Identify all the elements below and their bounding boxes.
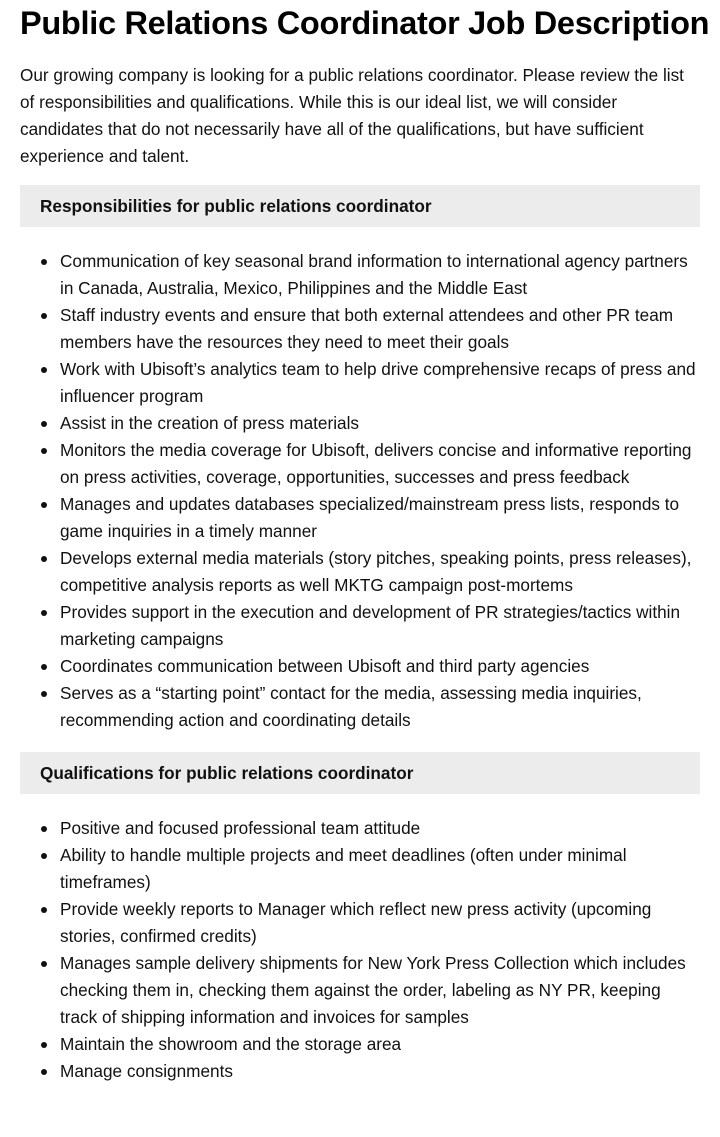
list-item-text: Provide weekly reports to Manager which reflect new press activity (upcoming stories, confirmed credits)	[60, 899, 652, 946]
bullet-icon	[41, 664, 47, 670]
list-item-text: Work with Ubisoft’s analytics team to help drive comprehensive recaps of press and influencer program	[60, 359, 696, 406]
list-item-text: Maintain the showroom and the storage area	[60, 1034, 402, 1054]
list-item	[20, 302, 700, 356]
list-item	[20, 1058, 700, 1085]
list-item	[20, 356, 700, 410]
bullet-icon	[41, 826, 47, 832]
bullet-icon	[41, 502, 47, 508]
bullet-icon	[41, 556, 47, 562]
list-item-text: Coordinates communication between Ubisoft and third party agencies	[60, 656, 590, 676]
list-item	[20, 896, 700, 950]
list-item	[20, 248, 700, 302]
bullet-icon	[41, 448, 47, 454]
bullet-icon	[41, 421, 47, 427]
list-item	[20, 680, 700, 734]
list-item-text: Manages sample delivery shipments for New York Press Collection which includes checking them in, checking them against the order, labeling as NY PR, keeping track of shipping information and invoices for samples	[60, 953, 686, 1027]
list-item-text: Assist in the creation of press materials	[60, 413, 359, 433]
list-item-text: Communication of key seasonal brand information to international agency partners in Canada, Australia, Mexico, Philippines and the Middle East	[60, 251, 688, 298]
list-item-text: Serves as a “starting point” contact for the media, assessing media inquiries, recommending action and coordinating details	[60, 683, 642, 730]
bullet-icon	[41, 1042, 47, 1048]
intro-paragraph: Our growing company is looking for a public relations coordinator. Please review the list of responsibilities and qualifications. While this is our ideal list, we will consider candidates that do not necessarily have all of the qualifications, but have sufficient experience and talent.	[20, 65, 684, 166]
bullet-icon	[41, 907, 47, 913]
list-item	[20, 545, 700, 599]
list-item-text: Monitors the media coverage for Ubisoft, delivers concise and informative reporting on press activities, coverage, opportunities, successes and press feedback	[60, 440, 692, 487]
bullet-icon	[41, 853, 47, 859]
list-item	[20, 437, 700, 491]
list-item	[20, 653, 700, 680]
list-item-text: Staff industry events and ensure that both external attendees and other PR team members have the resources they need to meet their goals	[60, 305, 674, 352]
list-item	[20, 410, 700, 437]
list-item	[20, 491, 700, 545]
bullet-icon	[41, 691, 47, 697]
list-item	[20, 842, 700, 896]
list-item-text: Manages and updates databases specialized/mainstream press lists, responds to game inquiries in a timely manner	[60, 494, 680, 541]
responsibilities-list	[20, 248, 700, 734]
bullet-icon	[41, 1069, 47, 1075]
responsibilities-heading: Responsibilities for public relations coordinator	[20, 185, 700, 227]
list-item-text: Manage consignments	[60, 1061, 233, 1081]
qualifications-list	[20, 815, 700, 1085]
bullet-icon	[41, 313, 47, 319]
list-item	[20, 1031, 700, 1058]
bullet-icon	[41, 610, 47, 616]
bullet-icon	[41, 367, 47, 373]
list-item	[20, 815, 700, 842]
list-item-text: Develops external media materials (story pitches, speaking points, press releases), competitive analysis reports as well MKTG campaign post-mortems	[60, 548, 692, 595]
list-item-text: Ability to handle multiple projects and meet deadlines (often under minimal timeframes)	[60, 845, 627, 892]
qualifications-heading: Qualifications for public relations coordinator	[20, 752, 700, 794]
list-item-text: Positive and focused professional team attitude	[60, 818, 421, 838]
list-item	[20, 599, 700, 653]
list-item	[20, 950, 700, 1031]
bullet-icon	[41, 259, 47, 265]
bullet-icon	[41, 961, 47, 967]
page-title: Public Relations Coordinator Job Description	[20, 5, 710, 41]
list-item-text: Provides support in the execution and development of PR strategies/tactics within marketing campaigns	[60, 602, 681, 649]
